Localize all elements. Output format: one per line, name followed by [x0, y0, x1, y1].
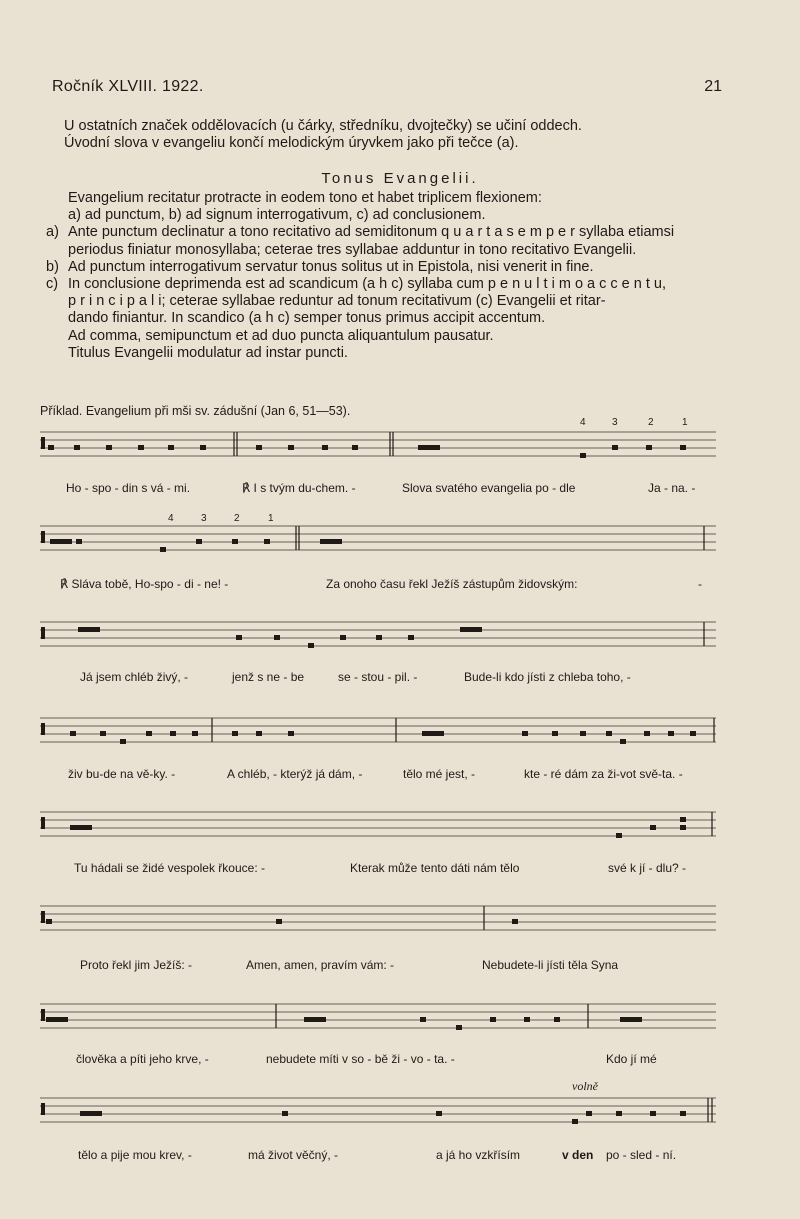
neume-note	[580, 731, 586, 736]
latin-rules	[46, 190, 766, 362]
journal-issue-title: Ročník XLVIII. 1922.	[52, 78, 204, 95]
recitation-note	[78, 627, 100, 632]
neume-note	[168, 445, 174, 450]
chant-staff	[40, 902, 716, 936]
neume-note	[76, 539, 82, 544]
neume-note	[668, 731, 674, 736]
recitation-note	[304, 1017, 326, 1022]
neume-note	[680, 817, 686, 822]
neume-note	[288, 445, 294, 450]
neume-note	[606, 731, 612, 736]
neume-note	[196, 539, 202, 544]
neume-note	[680, 825, 686, 830]
intro-paragraph	[64, 118, 784, 152]
neume-note	[308, 643, 314, 648]
neume-note	[138, 445, 144, 450]
neume-note	[572, 1119, 578, 1124]
neume-note	[554, 1017, 560, 1022]
latin-line: periodus finiatur monosyllaba; ceterae tres syllabae adduntur in tono recitativo Evangelii.	[68, 241, 637, 258]
clef	[41, 531, 45, 543]
neume-note	[490, 1017, 496, 1022]
neume-note	[586, 1111, 592, 1116]
clef	[41, 817, 45, 829]
neume-note	[160, 547, 166, 552]
neume-note	[322, 445, 328, 450]
neume-note	[70, 731, 76, 736]
recitation-note	[320, 539, 342, 544]
neume-note	[264, 539, 270, 544]
chant-staff	[40, 714, 716, 748]
neume-note	[650, 825, 656, 830]
document-page: Ročník XLVIII. 1922. 21 U ostatních značek oddělovacích (u čárky, středníku, dvojtečky) se učiní oddech. Úvodní slova v evangeliu končí melodickým úryvkem jako při tečce (a). Tonus Evangelii. Evangelium recitatur protracte in eodem tono et habet triplicem flexionem: a) ad punctum, b) ad signum interrogativum, c) ad conclusionem. a) Ante punctum declinatur a tono recitativo ad semiditonum q u a r t a s e m p e r syllaba etiamsi periodus finiatur monosyllaba; ceterae tres syllabae adduntur in tono recitativo Evangelii. b) Ad punctum interrogativum servatur tonus solitus ut in Epistola, nisi venerit in fine. c) In conclusione deprimenda est ad scandicum (a h c) syllaba cum p e n u l t i m o a c c e n t u, p r i n c i p a l i; ceterae syllabae reduntur ad tonum recitativum (c) Evangelii et ritar- dando finiantur. In scandico (a h c) semper tonus primus accipit accentum. Ad comma, semipunctum et ad duo puncta aliquantulum pausatur. Titulus Evangelii modulatur ad instar puncti. Příklad. Evangelium při mši sv. zádušní (Jan 6, 51—53). 4 3 2 1 4 3 2 1 Ho - spo - din s vá - mi. ℟ I s tvým du-chem. - Slova svatého evangelia po - dle Ja - na. - ℟ Sláva tobě, Ho-spo - di - ne! - Za onoho času řekl Ježíš zástupům židovským: - Já jsem chléb živý, - jenž s ne - be se - stou - pil. - Bude-li kdo jísti z chleba toho, - živ bu-de na vě-ky. - A chléb, - kterýž já dám, - tělo mé jest, - kte - ré dám za ži-vot svě-ta. - Tu hádali se židé vespolek řkouce: - Kterak může tento dáti nám tělo své k jí - dlu? - Proto řekl jim Ježíš: - Amen, amen, pravím vám: - Nebudete-li jísti těla Syna člověka a píti jeho krve, - nebudete míti v so - bě ži - vo - ta. - Kdo jí mé volně tělo a pije mou krev, - má život věčný, - a já ho vzkřísím v den po - sled - ní.	[0, 0, 800, 1219]
neume-note	[616, 833, 622, 838]
neume-note	[48, 445, 54, 450]
latin-line: Evangelium recitatur protracte in eodem tono et habet triplicem flexionem:	[68, 190, 542, 206]
neume-note	[512, 919, 518, 924]
neume-note	[74, 445, 80, 450]
neume-note	[192, 731, 198, 736]
staff-lines	[40, 1000, 716, 1040]
neume-note	[524, 1017, 530, 1022]
latin-line: p r i n c i p a l i; ceterae syllabae reduntur ad tonum recitativum (c) Evangelii et ritar-	[68, 293, 606, 310]
chant-staff	[40, 808, 716, 842]
neume-note	[352, 445, 358, 450]
intro-line: Úvodní slova v evangeliu končí melodickým úryvkem jako při tečce (a).	[64, 135, 519, 151]
intro-line: U ostatních značek oddělovacích (u čárky, středníku, dvojtečky) se učiní oddech.	[64, 118, 582, 134]
neume-note	[650, 1111, 656, 1116]
neume-note	[340, 635, 346, 640]
neume-note	[120, 739, 126, 744]
neume-note	[522, 731, 528, 736]
recitation-note	[46, 1017, 68, 1022]
recitation-note	[460, 627, 482, 632]
recitation-note	[50, 539, 72, 544]
clef	[41, 911, 45, 923]
neume-note	[456, 1025, 462, 1030]
staff-lines	[40, 618, 716, 658]
page-number: 21	[704, 78, 722, 95]
recitation-note	[620, 1017, 642, 1022]
neume-note	[408, 635, 414, 640]
chant-staff	[40, 1000, 716, 1034]
recitation-note	[422, 731, 444, 736]
recitation-note	[80, 1111, 102, 1116]
staff-lines	[40, 428, 716, 468]
latin-line: a) Ante punctum declinatur a tono recitativo ad semiditonum q u a r t a s e m p e r syllaba etiamsi	[46, 224, 675, 241]
staff-lines	[40, 808, 716, 848]
latin-line: b) Ad punctum interrogativum servatur tonus solitus ut in Epistola, nisi venerit in fine.	[46, 258, 594, 275]
neume-note	[620, 739, 626, 744]
neume-note	[232, 731, 238, 736]
neume-note	[680, 1111, 686, 1116]
latin-line: Titulus Evangelii modulatur ad instar puncti.	[68, 344, 348, 361]
latin-line: c) In conclusione deprimenda est ad scandicum (a h c) syllaba cum p e n u l t i m o a c c e n t u,	[46, 276, 667, 293]
neume-note	[236, 635, 242, 640]
staff-lines	[40, 714, 716, 754]
neume-note	[552, 731, 558, 736]
neume-note	[276, 919, 282, 924]
example-label: Příklad. Evangelium při mši sv. zádušní (Jan 6, 51—53).	[40, 404, 351, 418]
neume-note	[612, 445, 618, 450]
clef	[41, 437, 45, 449]
neume-note	[274, 635, 280, 640]
neume-note	[420, 1017, 426, 1022]
section-title: Tonus Evangelii.	[321, 170, 479, 187]
neume-note	[680, 445, 686, 450]
neume-note	[376, 635, 382, 640]
page-header	[52, 78, 722, 100]
neume-note	[580, 453, 586, 458]
chant-staff	[40, 1094, 716, 1128]
neume-note	[288, 731, 294, 736]
neume-note	[256, 445, 262, 450]
neume-note	[100, 731, 106, 736]
latin-line: Ad comma, semipunctum et ad duo puncta aliquantulum pausatur.	[68, 327, 494, 344]
staff-lines	[40, 1094, 716, 1134]
clef	[41, 1103, 45, 1115]
neume-note	[106, 445, 112, 450]
neume-note	[690, 731, 696, 736]
recitation-note	[70, 825, 92, 830]
neume-note	[616, 1111, 622, 1116]
neume-note	[46, 919, 52, 924]
staff-lines	[40, 902, 716, 942]
latin-line: dando finiantur. In scandico (a h c) semper tonus primus accipit accentum.	[68, 310, 546, 327]
clef	[41, 723, 45, 735]
neume-note	[282, 1111, 288, 1116]
neume-note	[232, 539, 238, 544]
clef	[41, 1009, 45, 1021]
neume-note	[256, 731, 262, 736]
chant-staff	[40, 618, 716, 652]
recitation-note	[418, 445, 440, 450]
chant-staff	[40, 428, 716, 462]
latin-line: a) ad punctum, b) ad signum interrogativum, c) ad conclusionem.	[68, 207, 486, 224]
neume-note	[436, 1111, 442, 1116]
neume-note	[646, 445, 652, 450]
neume-note	[146, 731, 152, 736]
staff-lines	[40, 522, 716, 562]
neume-note	[170, 731, 176, 736]
tempo-mark: volně	[572, 1079, 598, 1093]
chant-staff	[40, 522, 716, 556]
clef	[41, 627, 45, 639]
neume-note	[644, 731, 650, 736]
neume-note	[200, 445, 206, 450]
